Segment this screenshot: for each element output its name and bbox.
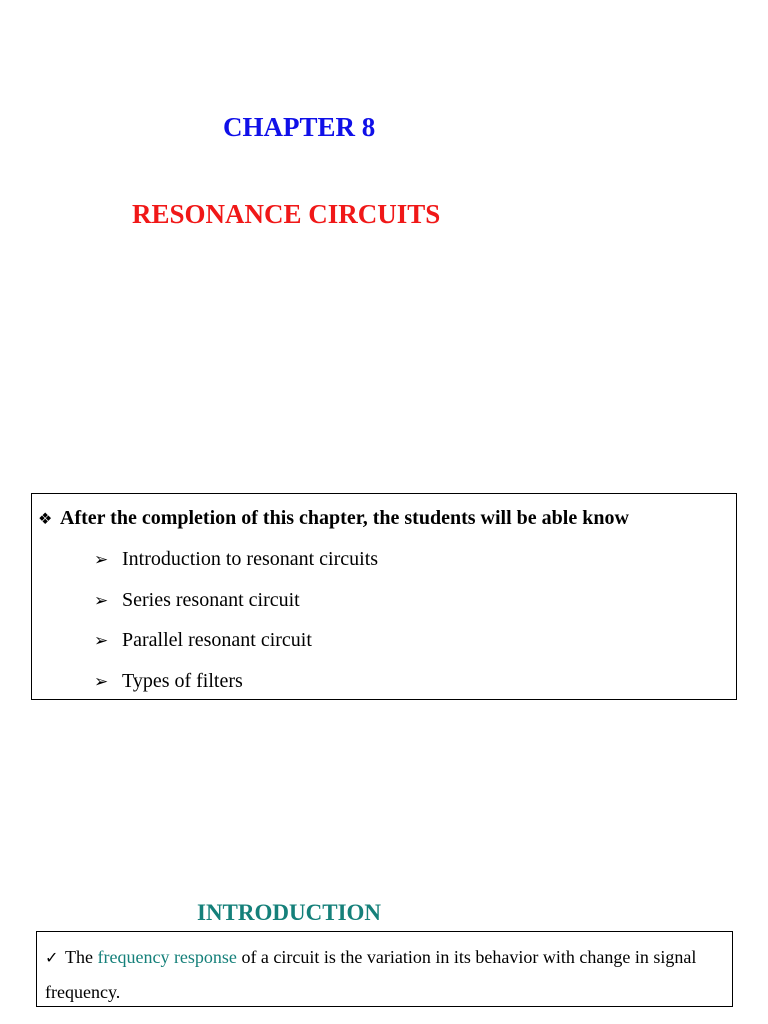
list-item <box>94 587 378 628</box>
introduction-paragraph <box>45 940 715 1009</box>
objectives-heading-text: After the completion of this chapter, the students will be able know <box>60 507 629 529</box>
introduction-heading: INTRODUCTION <box>197 900 382 925</box>
frequency-response-term: frequency response <box>97 947 237 967</box>
list-item-text: Introduction to resonant circuits <box>122 548 379 570</box>
intro-text-before: The <box>65 947 98 967</box>
chapter-number: CHAPTER 8 <box>223 112 376 142</box>
introduction-box <box>36 931 733 1007</box>
arrow-bullet-icon: ➢ <box>94 590 109 610</box>
arrow-bullet-icon: ➢ <box>94 671 109 691</box>
intro-text-after: of a circuit is the variation in its behavior with change in signal frequency. <box>45 947 697 1002</box>
objectives-list <box>94 546 378 708</box>
diamond-bullet-icon: ❖ <box>38 511 53 528</box>
list-item <box>94 668 378 709</box>
list-item-text: Parallel resonant circuit <box>122 629 312 651</box>
list-item <box>94 627 378 668</box>
list-item <box>94 546 378 587</box>
arrow-bullet-icon: ➢ <box>94 550 109 569</box>
learning-objectives-box <box>31 493 737 700</box>
objectives-heading <box>38 505 629 533</box>
list-item-text: Types of filters <box>122 669 243 692</box>
arrow-bullet-icon: ➢ <box>94 631 109 650</box>
chapter-title: RESONANCE CIRCUITS <box>132 199 441 229</box>
check-mark-icon: ✓ <box>45 948 59 967</box>
list-item-text: Series resonant circuit <box>122 588 300 611</box>
